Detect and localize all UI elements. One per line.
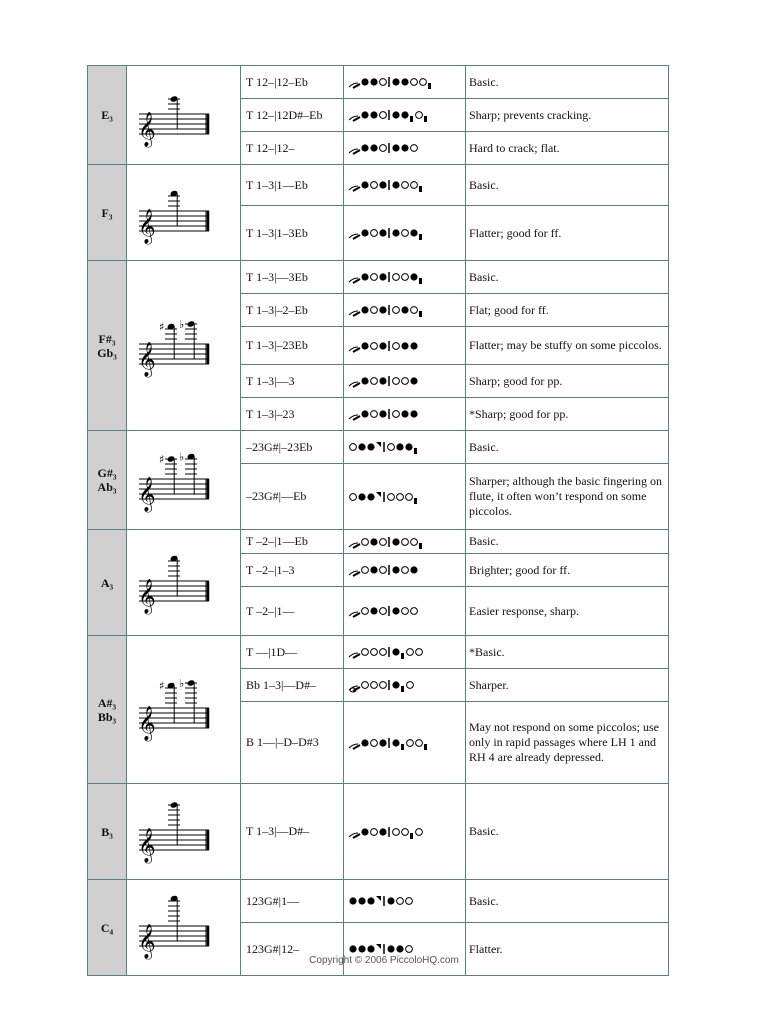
staff-notation-cell (127, 431, 241, 530)
key-diagram-icon (347, 105, 465, 125)
fingering-description: Basic. (466, 880, 669, 923)
fingering-code: T 1–3|–23 (241, 398, 344, 431)
key-diagram-icon (347, 72, 465, 92)
staff-notation-icon (129, 111, 239, 162)
svg-text:♭: ♭ (178, 450, 184, 463)
fingering-code: T 1–3|—3Eb (241, 261, 344, 294)
key-diagram-cell (344, 431, 466, 464)
staff-notation-cell (127, 784, 241, 880)
key-diagram-cell (344, 398, 466, 431)
fingering-description: May not respond on some piccolos; use only in rapid passages where LH 1 and RH 4 are already depressed. (466, 702, 669, 784)
key-diagram-icon (347, 300, 465, 320)
svg-text:𝄞: 𝄞 (137, 209, 156, 244)
key-diagram-cell (344, 132, 466, 165)
fingering-code: Bb 1–3|—D#– (241, 669, 344, 702)
staff-notation-icon (129, 828, 239, 878)
fingering-row (88, 431, 669, 464)
svg-text:♯: ♯ (158, 452, 164, 466)
key-diagram-icon (347, 642, 465, 662)
fingering-description: *Basic. (466, 636, 669, 669)
fingering-description: Hard to crack; flat. (466, 132, 669, 165)
fingering-code: T —|1D— (241, 636, 344, 669)
key-diagram-cell (344, 261, 466, 294)
fingering-code: B 1—|–D–D#3 (241, 702, 344, 784)
key-diagram-cell (344, 99, 466, 132)
fingering-row (88, 880, 669, 923)
fingering-row (88, 261, 669, 294)
svg-text:𝄞: 𝄞 (137, 828, 156, 863)
fingering-row (88, 165, 669, 206)
key-diagram-cell (344, 669, 466, 702)
svg-text:♭: ♭ (178, 318, 184, 331)
fingering-code: T –2–|1–3 (241, 554, 344, 587)
note-name: A₃ (100, 575, 114, 590)
key-diagram-cell (344, 66, 466, 99)
fingering-code: 123G#|12– (241, 923, 344, 976)
fingering-code: T 1–3|–2–Eb (241, 294, 344, 327)
note-name-cell (88, 165, 127, 261)
note-name: G#₃ Ab₃ (97, 466, 117, 494)
key-diagram-icon (347, 487, 465, 507)
staff-notation-cell (127, 66, 241, 165)
note-name: C₄ (100, 920, 114, 935)
svg-text:𝄞: 𝄞 (137, 706, 156, 741)
key-diagram-cell (344, 530, 466, 554)
key-diagram-cell (344, 365, 466, 398)
key-diagram-icon (347, 175, 465, 195)
key-diagram-icon (347, 532, 465, 552)
fingering-description: Sharp; prevents cracking. (466, 99, 669, 132)
staff-notation-cell (127, 530, 241, 636)
note-name: B₃ (101, 824, 113, 839)
key-diagram-cell (344, 464, 466, 530)
fingering-description: Basic. (466, 530, 669, 554)
svg-text:𝄞: 𝄞 (137, 924, 156, 959)
fingering-row (88, 530, 669, 554)
key-diagram-cell (344, 784, 466, 880)
fingering-description: Sharper; although the basic fingering on flute, it often won’t respond on some piccolos. (466, 464, 669, 530)
key-diagram-icon (347, 138, 465, 158)
key-diagram-cell (344, 923, 466, 976)
note-name: F₃ (101, 205, 113, 220)
note-name-cell (88, 261, 127, 431)
key-diagram-icon (347, 733, 465, 753)
svg-text:𝄞: 𝄞 (137, 476, 156, 512)
fingering-description: Basic. (466, 431, 669, 464)
fingering-code: T –2–|1— (241, 587, 344, 636)
key-diagram-icon (347, 560, 465, 580)
fingering-code: 123G#|1— (241, 880, 344, 923)
key-diagram-cell (344, 165, 466, 206)
fingering-description: Basic. (466, 261, 669, 294)
svg-text:♯: ♯ (158, 679, 164, 693)
staff-notation-icon (129, 677, 239, 756)
key-diagram-icon (347, 675, 465, 695)
key-diagram-cell (344, 554, 466, 587)
key-diagram-icon (347, 336, 465, 356)
key-diagram-icon (347, 891, 465, 911)
key-diagram-icon (347, 437, 465, 457)
key-diagram-icon (347, 404, 465, 424)
fingering-code: T 1–3|1—Eb (241, 165, 344, 206)
key-diagram-icon (347, 822, 465, 842)
fingering-description: Basic. (466, 66, 669, 99)
fingering-description: Sharp; good for pp. (466, 365, 669, 398)
note-name-cell (88, 431, 127, 530)
key-diagram-icon (347, 601, 465, 621)
note-name-cell (88, 636, 127, 784)
svg-text:♭: ♭ (178, 677, 184, 690)
fingering-chart-body (88, 66, 669, 976)
key-diagram-icon (347, 267, 465, 287)
key-diagram-cell (344, 206, 466, 261)
staff-notation-cell (127, 165, 241, 261)
key-diagram-cell (344, 587, 466, 636)
fingering-description: *Sharp; good for pp. (466, 398, 669, 431)
fingering-code: T 1–3|1–3Eb (241, 206, 344, 261)
fingering-code: T 12–|12D#–Eb (241, 99, 344, 132)
fingering-code: T 1–3|—D#– (241, 784, 344, 880)
fingering-description: Sharper. (466, 669, 669, 702)
key-diagram-cell (344, 880, 466, 923)
staff-notation-cell (127, 261, 241, 431)
key-diagram-icon (347, 371, 465, 391)
fingering-chart (87, 65, 669, 976)
svg-text:♯: ♯ (158, 320, 164, 334)
key-diagram-icon (347, 223, 465, 243)
fingering-description: Basic. (466, 784, 669, 880)
fingering-description: Flatter; good for ff. (466, 206, 669, 261)
staff-notation-icon (129, 209, 239, 259)
fingering-row (88, 636, 669, 669)
key-diagram-cell (344, 636, 466, 669)
fingering-code: T 1–3|—3 (241, 365, 344, 398)
note-name: E₃ (101, 108, 113, 122)
fingering-description: Flatter; may be stuffy on some piccolos. (466, 327, 669, 365)
fingering-code: –23G#|–23Eb (241, 431, 344, 464)
note-name-cell (88, 66, 127, 165)
fingering-description: Brighter; good for ff. (466, 554, 669, 587)
note-name: A#₃ Bb₃ (97, 695, 117, 724)
key-diagram-cell (344, 702, 466, 784)
fingering-code: T 1–3|–23Eb (241, 327, 344, 365)
svg-text:𝄞: 𝄞 (137, 111, 156, 147)
fingering-description: Flat; good for ff. (466, 294, 669, 327)
staff-notation-cell (127, 636, 241, 784)
key-diagram-cell (344, 294, 466, 327)
note-name: F#₃ Gb₃ (97, 331, 117, 360)
fingering-description: Flatter. (466, 923, 669, 976)
fingering-description: Basic. (466, 165, 669, 206)
staff-notation-icon (129, 318, 239, 392)
fingering-row (88, 784, 669, 880)
fingering-row (88, 66, 669, 99)
copyright-footer: Copyright © 2006 PiccoloHQ.com (309, 955, 459, 966)
note-name-cell (88, 530, 127, 636)
fingering-code: T 12–|12–Eb (241, 66, 344, 99)
svg-text:𝄞: 𝄞 (137, 342, 156, 377)
fingering-description: Easier response, sharp. (466, 587, 669, 636)
svg-text:𝄞: 𝄞 (137, 579, 156, 614)
fingering-code: –23G#|—Eb (241, 464, 344, 530)
key-diagram-cell (344, 327, 466, 365)
staff-notation-icon (129, 450, 239, 527)
fingering-code: T 12–|12– (241, 132, 344, 165)
staff-notation-icon (129, 579, 239, 629)
note-name-cell (88, 784, 127, 880)
fingering-code: T –2–|1—Eb (241, 530, 344, 554)
